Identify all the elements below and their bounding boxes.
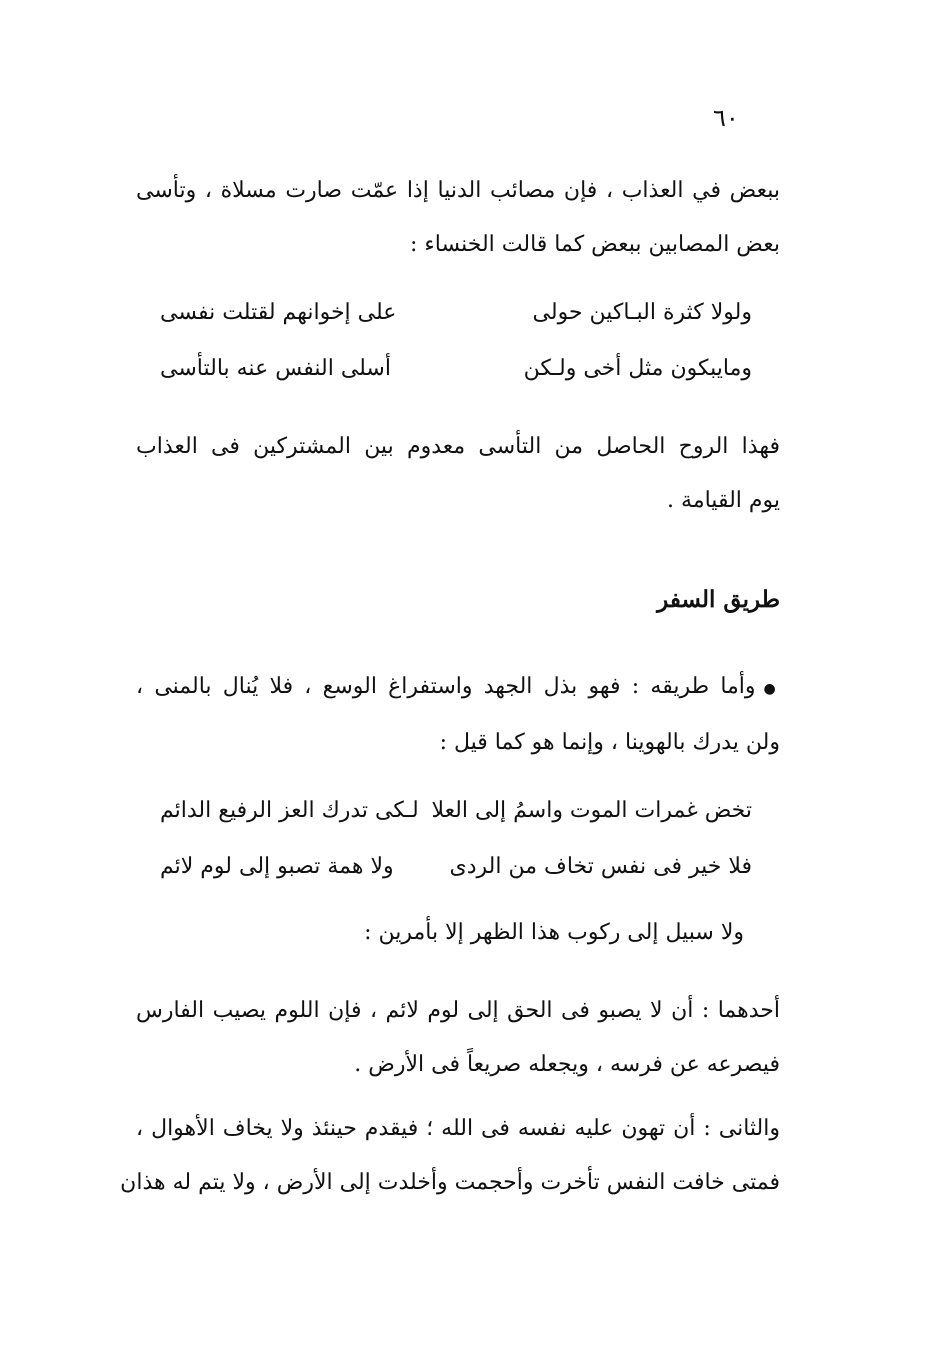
paragraph-3 [136,660,780,770]
page-number: ٦٠ [713,104,739,132]
verse-row [160,340,752,396]
paragraph-4-line-1: ولا سبيل إلى ركوب هذا الظهر إلا بأمرين : [364,920,744,945]
paragraph-3-line-2: ولن يدرك بالهوينا ، وإنما هو كما قيل : [439,730,780,755]
verse-first-hemistich: ولولا كثرة البـاكين حولى [532,299,752,325]
paragraph-2-line-1: فهذا الروح الحاصل من التأسى معدوم بين المشتركين فى العذاب [136,434,780,459]
paragraph-5 [136,984,780,1092]
paragraph-3-line-1-text: وأما طريقه : فهو بذل الجهد واستفراغ الوسع ، فلا يُنال بالمنى ، [136,674,756,699]
paragraph-6-line-1: والثانى : أن تهون عليه نفسه فى الله ؛ فيقدم حينئذ ولا يخاف الأهوال ، [136,1116,780,1141]
paragraph-3-line-1 [136,660,780,716]
verse-first-hemistich: تخض غمرات الموت واسمُ إلى العلا [431,797,752,823]
verse-second-hemistich: لـكى تدرك العز الرفيع الدائم [160,797,419,823]
paragraph-2-line-2: يوم القيامة . [667,488,780,513]
verse-second-hemistich: أسلى النفس عنه بالتأسى [160,355,391,381]
verse-row [160,284,752,340]
paragraph-1 [136,164,780,272]
paragraph-6-line-2: فمتى خافت النفس تأخرت وأحجمت وأخلدت إلى الأرض ، ولا يتم له هذان [120,1170,780,1195]
paragraph-4 [300,906,744,960]
bullet-icon: ● [763,681,780,697]
verse-first-hemistich: فلا خير فى نفس تخاف من الردى [449,853,752,879]
verse-second-hemistich: ولا همة تصبو إلى لوم لائم [160,853,394,879]
section-heading: طريق السفر [657,586,780,613]
paragraph-1-line-2: بعض المصابين ببعض كما قالت الخنساء : [410,232,780,257]
verse-khansa [160,284,752,396]
verse-glory [160,782,752,894]
paragraph-6 [120,1102,780,1210]
paragraph-2 [136,420,780,528]
verse-row [160,838,752,894]
verse-second-hemistich: على إخوانهم لقتلت نفسى [160,299,397,325]
paragraph-5-line-2: فيصرعه عن فرسه ، ويجعله صريعاً فى الأرض . [354,1052,780,1077]
verse-first-hemistich: ومايبكون مثل أخى ولـكن [523,355,752,381]
verse-row [160,782,752,838]
paragraph-5-line-1: أحدهما : أن لا يصبو فى الحق إلى لوم لائم ، فإن اللوم يصيب الفارس [136,998,780,1023]
paragraph-1-line-1: ببعض في العذاب ، فإن مصائب الدنيا إذا عمّت صارت مسلاة ، وتأسى [136,178,780,203]
